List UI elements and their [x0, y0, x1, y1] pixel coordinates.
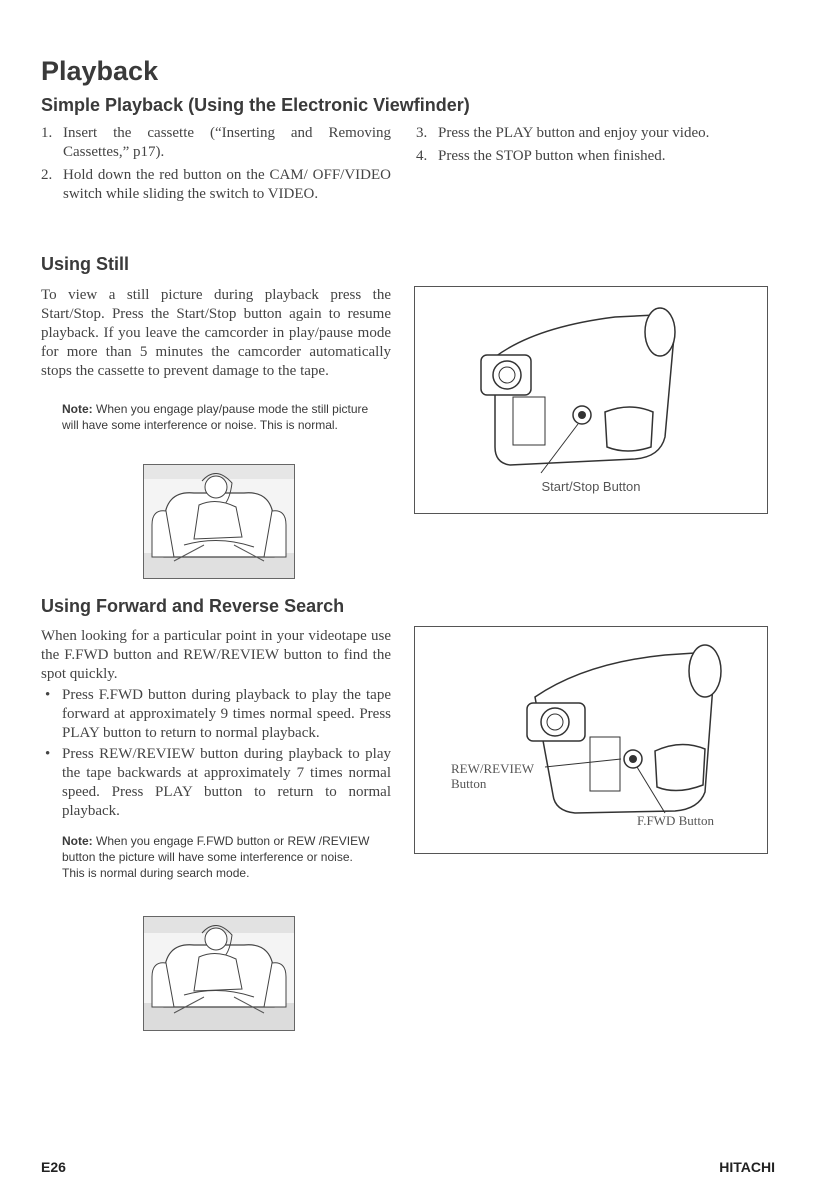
ffwd-label: F.FWD Button [637, 813, 714, 828]
simple-playback-steps-left [41, 124, 391, 208]
camcorder-drawing [415, 627, 767, 853]
brand-name: HITACHI [719, 1159, 775, 1175]
step-item: 3. Press the PLAY button and enjoy your video. [416, 125, 710, 141]
note-label: Note: [62, 402, 93, 416]
page-title: Playback [41, 56, 159, 86]
still-body-text: To view a still picture during playback press the Start/Stop. Press the Start/Stop button again to resume playback. If you leave the camcorder in play/pause mode for more than 5 minutes the camcorder automatically stops the cassette to prevent damage to the tape. [41, 287, 391, 379]
simple-playback-steps-right [416, 124, 786, 170]
still-note [62, 401, 372, 433]
rew-review-label: REW/REVIEW Button [451, 761, 535, 791]
woman-in-armchair-drawing [144, 917, 294, 1030]
page-number: E26 [41, 1159, 66, 1175]
step-item: 4. Press the STOP button when finished. [416, 148, 666, 164]
bullet-item: • Press REW/REVIEW button during playback to play the tape backwards at approximately 7 times normal speed. Press PLAY button to return to normal playback. [45, 746, 391, 819]
section-heading-search: Using Forward and Reverse Search [41, 596, 345, 616]
start-stop-figure [414, 286, 768, 514]
bullet-item: • Press F.FWD button during playback to play the tape forward at approximately 9 times normal speed. Press PLAY button to return to normal playback. [45, 687, 391, 741]
search-note [62, 833, 372, 881]
note-label: Note: [62, 834, 93, 848]
section-heading-using-still: Using Still [41, 254, 130, 274]
section-heading-simple-playback: Simple Playback (Using the Electronic Viewfinder) [41, 95, 470, 115]
step-item: 1. Insert the cassette (“Inserting and Removing Cassettes,” p17). [41, 125, 391, 160]
start-stop-caption: Start/Stop Button [541, 479, 641, 494]
search-bullet-list [41, 686, 391, 821]
note-text: When you engage play/pause mode the still picture will have some interference or noise. This is normal. [62, 402, 369, 432]
camcorder-drawing [415, 287, 767, 487]
step-item: 2. Hold down the red button on the CAM/ OFF/VIDEO switch while sliding the switch to VIDEO. [41, 167, 391, 202]
search-intro: When looking for a particular point in your videotape use the F.FWD button and REW/REVIEW button to find the spot quickly. [41, 628, 391, 682]
search-body [41, 627, 391, 821]
still-picture-illustration [143, 464, 295, 579]
search-buttons-figure [414, 626, 768, 854]
search-picture-illustration [143, 916, 295, 1031]
note-text: When you engage F.FWD button or REW /REVIEW button the picture will have some interference or noise. This is normal during search mode. [62, 834, 370, 880]
woman-in-armchair-drawing [144, 465, 294, 578]
